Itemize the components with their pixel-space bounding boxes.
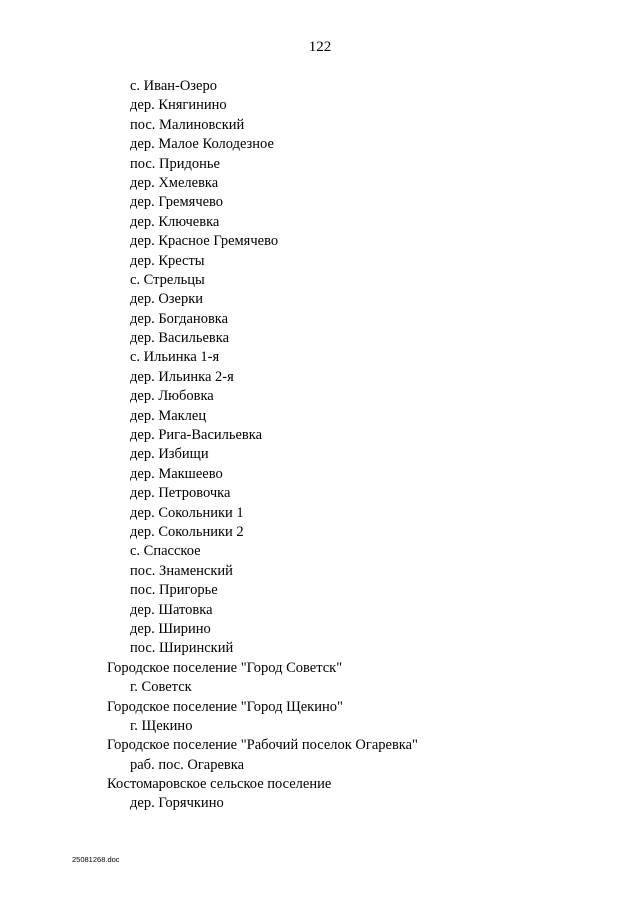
settlement-group-heading: Костомаровское сельское поселение — [107, 776, 332, 793]
settlement-item: с. Ильинка 1-я — [130, 349, 220, 366]
settlement-group-heading: Городское поселение "Рабочий поселок Огаревка" — [107, 737, 418, 754]
settlement-group-heading: Городское поселение "Город Советск" — [107, 659, 343, 676]
settlement-item: пос. Ширинский — [130, 640, 234, 657]
footer-filename: 25081268.doc — [72, 855, 120, 864]
settlement-item: раб. пос. Огаревка — [130, 756, 245, 773]
settlement-item: дер. Гремячево — [130, 194, 224, 211]
settlement-item: пос. Знаменский — [130, 562, 233, 579]
settlement-item: дер. Васильевка — [130, 330, 230, 347]
settlement-item: с. Иван-Озеро — [130, 78, 217, 94]
settlement-item: с. Стрельцы — [130, 271, 205, 288]
settlement-item: г. Советск — [130, 679, 192, 696]
settlement-item: дер. Кресты — [130, 252, 205, 269]
settlement-item: дер. Рига-Васильевка — [130, 427, 263, 444]
settlement-item: дер. Малое Колодезное — [130, 136, 274, 153]
settlement-item: дер. Любовка — [130, 388, 214, 405]
settlement-item: пос. Пригорье — [130, 582, 218, 599]
settlement-item: дер. Горячкино — [130, 795, 224, 812]
settlement-item: дер. Избищи — [130, 446, 209, 463]
settlement-item: дер. Ключевка — [130, 213, 220, 230]
settlement-item: дер. Княгинино — [130, 97, 227, 114]
settlement-item: дер. Ширино — [130, 620, 211, 637]
settlement-item: дер. Сокольники 2 — [130, 523, 244, 540]
settlement-item: пос. Придонье — [130, 155, 220, 172]
settlement-item: дер. Красное Гремячево — [130, 233, 279, 250]
settlement-item: дер. Петровочка — [130, 485, 231, 502]
settlement-item: с. Спасское — [130, 543, 201, 560]
settlement-item: дер. Сокольники 1 — [130, 504, 244, 521]
settlement-list — [0, 77, 418, 814]
settlement-item: пос. Малиновский — [130, 116, 245, 133]
settlement-item: дер. Макшеево — [130, 465, 223, 482]
settlement-item: дер. Шатовка — [130, 601, 213, 618]
settlement-item: г. Щекино — [130, 717, 193, 734]
settlement-item: дер. Озерки — [130, 291, 204, 308]
settlement-item: дер. Хмелевка — [130, 174, 219, 191]
settlement-group-heading: Городское поселение "Город Щекино" — [107, 698, 343, 715]
settlement-item: дер. Богдановка — [130, 310, 229, 327]
settlement-item: дер. Маклец — [130, 407, 207, 424]
page-number: 122 — [308, 39, 332, 55]
settlement-item: дер. Ильинка 2-я — [130, 368, 234, 385]
